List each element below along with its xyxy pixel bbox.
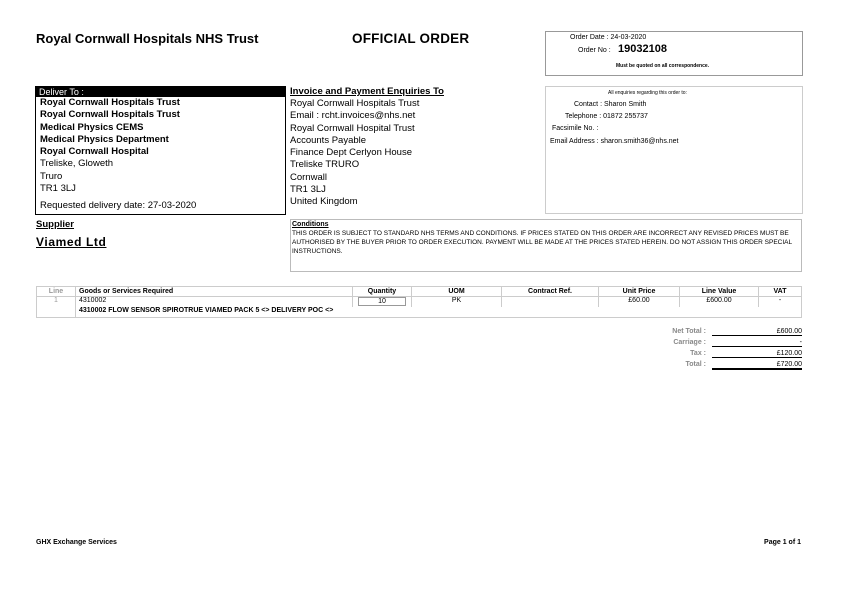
deliver-line: Royal Cornwall Hospitals Trust [40, 109, 180, 121]
contact-box [545, 86, 803, 214]
row-item-code: 4310002 [76, 297, 353, 308]
tax-label: Tax : [690, 350, 706, 357]
tax-row [690, 350, 802, 358]
document-title: OFFICIAL ORDER [352, 31, 470, 46]
contact-email: Email Address : sharon.smith36@nhs.net [550, 138, 679, 145]
invoice-line: Accounts Payable [290, 134, 367, 146]
conditions-text: THIS ORDER IS SUBJECT TO STANDARD NHS TERMS AND CONDITIONS. IF PRICES STATED ON THIS ORDER ARE INCORRECT ANY REVISED PRICES MUST BE AUTHORISED BY THE BUYER PRIOR TO ORDER EXECUTION. PAYMENT WILL BE MADE AT THE PRICES STATED HEREIN. DO NOT ASSIGN THIS ORDER SPECIAL INSTRUCTIONS. [292, 230, 792, 255]
invoice-line: Finance Dept Cerlyon House [290, 147, 412, 159]
column-header: Quantity [353, 287, 412, 297]
column-header: Line [37, 287, 76, 297]
column-header: VAT [759, 287, 802, 297]
carriage-label: Carriage : [673, 339, 706, 346]
invoice-line: TR1 3LJ [290, 184, 326, 196]
row-unit-price: £60.00 [599, 297, 680, 308]
supplier-name: Viamed Ltd [36, 235, 107, 249]
deliver-line: Medical Physics Department [40, 133, 169, 145]
row-line-value: £600.00 [680, 297, 759, 308]
column-header: UOM [412, 287, 502, 297]
column-header: Line Value [680, 287, 759, 297]
row-contract-ref [502, 297, 599, 308]
net-total-value: £600.00 [712, 328, 802, 336]
table-row-description [37, 307, 802, 318]
deliver-to-heading: Deliver To : [36, 87, 285, 97]
order-date: Order Date : 24-03-2020 [570, 34, 647, 41]
deliver-line: Treliske, Gloweth [40, 158, 114, 170]
row-quantity-cell [353, 297, 412, 308]
invoice-heading: Invoice and Payment Enquiries To [290, 86, 444, 97]
deliver-line: Royal Cornwall Hospitals Trust [40, 97, 180, 108]
requested-delivery-date: Requested delivery date: 27-03-2020 [40, 200, 197, 211]
invoice-line: Treliske TRURO [290, 159, 360, 171]
order-number: 19032108 [618, 43, 667, 55]
carriage-row [673, 339, 802, 347]
row-uom: PK [412, 297, 502, 308]
order-info-box [545, 31, 803, 76]
organisation-name: Royal Cornwall Hospitals NHS Trust [36, 31, 259, 46]
invoice-email: Email : rcht.invoices@nhs.net [290, 110, 416, 122]
order-number-label: Order No : [578, 47, 611, 54]
contact-fax: Facsimile No. : [552, 125, 599, 132]
conditions-box [290, 219, 802, 272]
conditions-heading: Conditions [292, 221, 329, 228]
column-header: Unit Price [599, 287, 680, 297]
net-total-row [672, 328, 802, 336]
invoice-line: United Kingdom [290, 196, 358, 208]
invoice-line: Royal Cornwall Hospitals Trust [290, 98, 420, 109]
invoice-line: Cornwall [290, 171, 327, 183]
deliver-line: Medical Physics CEMS [40, 121, 144, 133]
carriage-value: - [712, 339, 802, 347]
contact-note: All enquiries regarding this order to: [608, 90, 687, 96]
row-description: 4310002 FLOW SENSOR SPIROTRUE VIAMED PACK 5 <> DELIVERY POC <> [76, 307, 802, 318]
contact-telephone: Telephone : 01872 255737 [565, 113, 648, 120]
net-total-label: Net Total : [672, 328, 706, 335]
deliver-line: Royal Cornwall Hospital [40, 146, 149, 158]
order-number-note: Must be quoted on all correspondence. [616, 63, 710, 69]
column-header: Goods or Services Required [76, 287, 353, 297]
total-value: £720.00 [712, 361, 802, 370]
order-lines-table [36, 286, 802, 318]
invoice-enquiries [290, 86, 540, 209]
footer-provider: GHX Exchange Services [36, 539, 117, 546]
row-vat: - [759, 297, 802, 308]
table-row [37, 297, 802, 308]
deliver-line: Truro [40, 170, 63, 182]
grand-total-row [685, 361, 802, 370]
contact-name: Contact : Sharon Smith [574, 101, 647, 108]
row-quantity: 10 [358, 297, 406, 306]
deliver-line: TR1 3LJ [40, 183, 76, 195]
total-label: Total : [685, 361, 706, 368]
supplier-label: Supplier [36, 219, 75, 230]
tax-value: £120.00 [712, 350, 802, 358]
row-line-number: 1 [37, 297, 76, 308]
deliver-to-box [35, 86, 286, 215]
page-number: Page 1 of 1 [764, 539, 801, 546]
invoice-line: Royal Cornwall Hospital Trust [290, 122, 415, 134]
column-header: Contract Ref. [502, 287, 599, 297]
